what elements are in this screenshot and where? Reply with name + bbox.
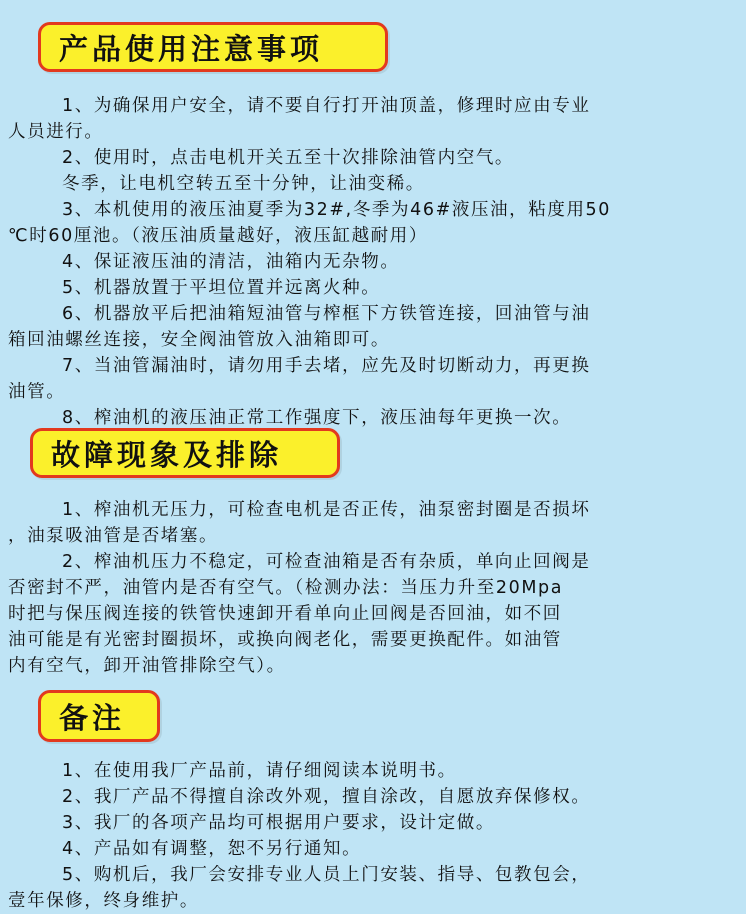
- troubleshooting-line: 2、榨油机压力不稳定，可检查油箱是否有杂质，单向止回阀是: [62, 552, 591, 572]
- troubleshooting-line: 时把与保压阀连接的铁管快速卸开看单向止回阀是否回油，如不回: [8, 604, 562, 624]
- troubleshooting-line: 否密封不严，油管内是否有空气。（检测办法：当压力升至20Mpa: [8, 578, 564, 598]
- usage-note-line: 箱回油螺丝连接，安全阀油管放入油箱即可。: [8, 330, 390, 350]
- troubleshooting-line: ，油泵吸油管是否堵塞。: [8, 526, 219, 546]
- usage-note-line: 3、本机使用的液压油夏季为32#,冬季为46#液压油，粘度用50: [62, 200, 612, 220]
- usage-note-line: ℃时60厘池。（液压油质量越好，液压缸越耐用）: [8, 226, 428, 246]
- usage-note-line: 冬季，让电机空转五至十分钟，让油变稀。: [62, 174, 425, 194]
- remark-line: 5、购机后，我厂会安排专业人员上门安装、指导、包教包会，: [62, 865, 591, 885]
- usage-notes-section: [0, 93, 746, 431]
- usage-note-line: 7、当油管漏油时，请勿用手去堵，应先及时切断动力，再更换: [62, 356, 591, 376]
- remark-line: 3、我厂的各项产品均可根据用户要求，设计定做。: [62, 813, 495, 833]
- usage-note-line: 人员进行。: [8, 122, 104, 142]
- troubleshooting-line: 油可能是有光密封圈损坏，或换向阀老化，需要更换配件。如油管: [8, 630, 562, 650]
- section-title-usage-notes: 产品使用注意事项: [38, 22, 388, 72]
- usage-note-line: 1、为确保用户安全，请不要自行打开油顶盖，修理时应由专业: [62, 96, 591, 116]
- usage-note-line: 2、使用时，点击电机开关五至十次排除油管内空气。: [62, 148, 515, 168]
- remark-line: 4、产品如有调整，恕不另行通知。: [62, 839, 362, 859]
- remark-line: 2、我厂产品不得擅自涂改外观，擅自涂改，自愿放弃保修权。: [62, 787, 591, 807]
- section-title-remarks: 备注: [38, 690, 160, 742]
- usage-note-line: 5、机器放置于平坦位置并远离火种。: [62, 278, 381, 298]
- section-title-troubleshooting: 故障现象及排除: [30, 428, 340, 478]
- usage-note-line: 油管。: [8, 382, 66, 402]
- remark-line: 1、在使用我厂产品前，请仔细阅读本说明书。: [62, 761, 457, 781]
- usage-note-line: 4、保证液压油的清洁，油箱内无杂物。: [62, 252, 400, 272]
- remarks-section: [0, 758, 746, 914]
- usage-note-line: 8、榨油机的液压油正常工作强度下，液压油每年更换一次。: [62, 408, 572, 428]
- troubleshooting-line: 1、榨油机无压力，可检查电机是否正传，油泵密封圈是否损坏: [62, 500, 591, 520]
- troubleshooting-line: 内有空气，卸开油管排除空气）。: [8, 656, 286, 676]
- usage-note-line: 6、机器放平后把油箱短油管与榨框下方铁管连接，回油管与油: [62, 304, 591, 324]
- remark-line: 壹年保修，终身维护。: [8, 891, 199, 911]
- troubleshooting-section: [0, 497, 746, 679]
